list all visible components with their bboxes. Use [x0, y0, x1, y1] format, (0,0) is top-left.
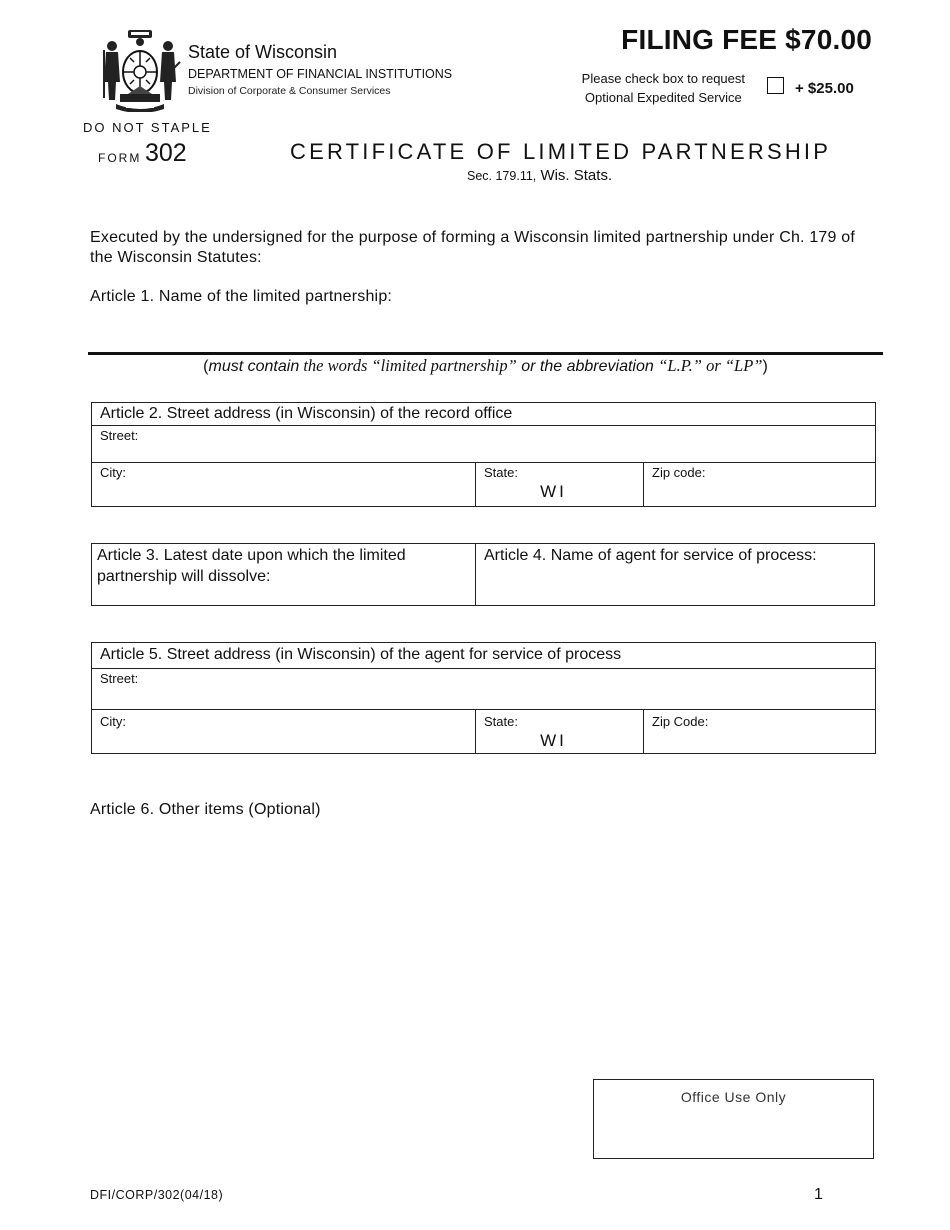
statute-reference [467, 167, 612, 184]
article5-street-label: Street: [100, 671, 139, 686]
article1-label: Article 1. Name of the limited partnership: [90, 288, 393, 305]
name-requirement-note [88, 356, 883, 376]
article3-dissolve-date-field[interactable] [92, 544, 476, 606]
article4-agent-name-field[interactable] [476, 544, 875, 606]
page-number: 1 [814, 1186, 823, 1203]
intro-paragraph: Executed by the undersigned for the purpose of forming a Wisconsin limited partnership under Ch. 179 of the Wisconsin Statutes: [90, 229, 856, 266]
filing-fee: FILING FEE $70.00 [621, 24, 872, 55]
article5-city-field[interactable] [92, 710, 476, 754]
article1-name-field[interactable] [88, 352, 883, 355]
statute-section: Sec. 179.11, [467, 169, 537, 183]
expedite-checkbox[interactable] [767, 77, 784, 94]
wisconsin-state-seal-icon [98, 28, 182, 112]
article5-header: Article 5. Street address (in Wisconsin) of the agent for service of process [92, 643, 876, 669]
note-part-1: must contain [208, 358, 300, 375]
article4-label: Article 4. Name of agent for service of process: [484, 547, 817, 564]
statute-source: Wis. Stats. [540, 167, 613, 184]
article6-label: Article 6. Other items (Optional) [90, 801, 321, 818]
note-close-paren: ) [762, 358, 768, 375]
article2-street-label: Street: [100, 428, 139, 443]
expedite-line-1: Please check box to request [581, 71, 745, 86]
article2-city-field[interactable] [92, 463, 476, 507]
article5-street-field[interactable] [92, 669, 876, 710]
article2-city-label: City: [100, 465, 126, 480]
article5-zip-label: Zip Code: [652, 714, 709, 729]
article5-state-label: State: [484, 714, 518, 729]
article3-label: Article 3. Latest date upon which the limited partnership will dissolve: [97, 547, 406, 585]
article2-state-value: WI [540, 482, 567, 501]
office-use-box [593, 1079, 874, 1159]
article5-state-value: WI [540, 731, 567, 750]
note-part-4: “L.P.” or “LP” [658, 356, 763, 375]
article5-table [91, 642, 876, 754]
article5-zip-field[interactable] [644, 710, 876, 754]
article2-zip-label: Zip code: [652, 465, 706, 480]
article2-street-field[interactable] [92, 426, 876, 463]
article5-state-field[interactable] [476, 710, 644, 754]
expedite-instructions [582, 69, 745, 107]
expedite-line-2: Optional Expedited Service [584, 90, 742, 105]
note-part-3: or the abbreviation [516, 358, 659, 375]
form-number: 302 [145, 139, 187, 167]
article2-state-label: State: [484, 465, 518, 480]
note-open-paren: ( [203, 358, 209, 375]
article2-table [91, 402, 876, 507]
division-name: Division of Corporate & Consumer Services [188, 85, 391, 97]
do-not-staple-notice: DO NOT STAPLE [83, 120, 212, 135]
note-part-2: the words “limited partnership” [299, 356, 517, 375]
form-title: CERTIFICATE OF LIMITED PARTNERSHIP [290, 139, 832, 164]
article2-header: Article 2. Street address (in Wisconsin) of the record office [92, 403, 876, 426]
article2-zip-field[interactable] [644, 463, 876, 507]
article5-city-label: City: [100, 714, 126, 729]
footer-form-code: DFI/CORP/302(04/18) [90, 1188, 224, 1202]
expedite-fee: + $25.00 [795, 80, 854, 97]
office-use-label: Office Use Only [680, 1089, 787, 1105]
article2-state-field[interactable] [476, 463, 644, 507]
state-name: State of Wisconsin [188, 42, 338, 62]
article3-4-table [91, 543, 875, 606]
department-name: DEPARTMENT OF FINANCIAL INSTITUTIONS [188, 67, 453, 81]
form-label: FORM [98, 151, 142, 165]
